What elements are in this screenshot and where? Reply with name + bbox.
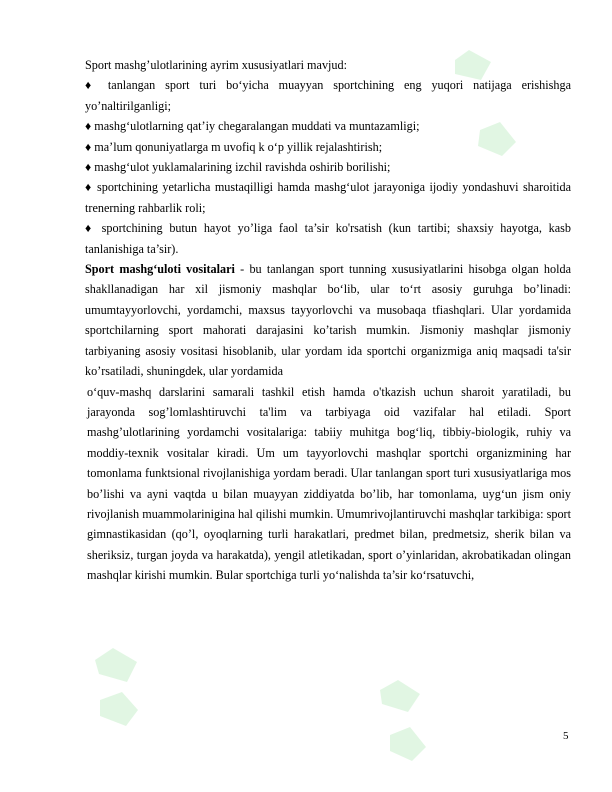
page-number: 5 [563,730,569,742]
body-text [85,55,571,586]
bullet-item: ♦ sportchining butun hayot yo’liga faol ta’sir ko'rsatish (kun tartibi; shaxsiy hayotga, kasb tanlanishiga ta’sir). [85,221,571,256]
bullet-item: ♦ mashg‘ulot yuklamalarining izchil ravishda oshirib borilishi; [85,160,391,175]
paragraph-continuation: o‘quv-mashq darslarini samarali tashkil etish hamda o'tkazish uchun sharoit yaratiladi, bu jarayonda sog’lomlashtiruvchi ta'lim va tarbiyaga oid vazifalar hal etiladi. Sport mashg’ulotlarining yordamchi vositalariga: tabiiy muhitga bog‘liq, tibbiy-biologik, ruhiy va moddiy-texnik vositalar kiradi. Um um tayyorlovchi mashqlar sportchi organizmining har tomonlama funktsional rivojlanishiga yordam beradi. Ular tanlangan sport turi xususiyatlariga mos bo’lishi va ayni vaqtda u bilan muayyan ziddiyatda bo’lib, har tomonlama, uyg‘un jism oniy rivojlanish muammolarinigina hal qilishi mumkin. Umumrivojlantiruvchi mashqlar tarkibiga: sport gimnastikasidan (qo’l, oyoqlarning turli harakatlari, predmet bilan, predmetsiz, sherik bilan va sheriksiz, turgan joyda va harakatda), yengil atletikadan, sport o’yinlaridan, akrobatikadan olingan mashqlar kirishi mumkin. Bular sportchiga turli yo‘nalishda ta’sir ko‘rsatuvchi, [87,384,571,583]
bold-term: Sport mashg‘uloti vositalari [85,262,235,277]
paragraph-main-text: - bu tanlangan sport tunning xususiyatlarini hisobga olgan holda shakllanadigan har xil jismoniy mashqlar bo‘lib, ular to‘rt asosiy guruhga bo’linadi: umumtayyorlovchi, yordamchi, maxsus tayyorlovchi va musobaqa tfiashqlari. Ular yordamida sportchilarning sport mahorati darajasini ko’tarish mumkin. Jismoniy mashqlar jismoniy tarbiyaning asosiy vositasi hisoblanib, ular yordam ida sportchi organizmiga aniq maqsadi ta'sir ko’rsatiladi, shuningdek, ular yordamida [85,262,571,379]
bullet-item: ♦ mashg‘ulotlarning qat’iy chegaralangan muddati va muntazamligi; [85,119,420,134]
paragraph-main [85,259,571,381]
bullet-item: ♦ sportchining yetarlicha mustaqilligi hamda mashg‘ulot jarayoniga ijodiy yondashuvi sharoitida trenerning rahbarlik roli; [85,180,571,215]
bullet-item: ♦ ma’lum qonuniyatlarga m uvofiq k o‘p yillik rejalashtirish; [85,139,383,154]
paragraph-intro: Sport mashg’ulotlarining ayrim xususiyatlari mavjud: [85,58,347,72]
bullet-item: ♦ tanlangan sport turi bo‘yicha muayyan sportchining eng yuqori natijaga erishishga yo’naltirilganligi; [85,78,571,113]
